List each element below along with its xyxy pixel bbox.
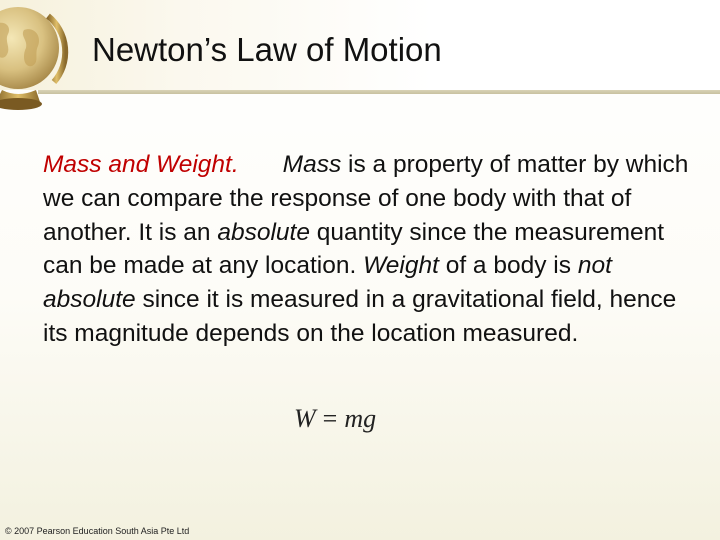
body-text-1: is a property of matter by which we can compare the response of one body with that of another. It is an	[43, 151, 689, 246]
equation-lhs: W	[294, 404, 316, 433]
body-text-2: quantity since the measurement can be made at any location.	[43, 218, 665, 280]
globe-icon	[0, 0, 70, 118]
body-text-4: since it is measured in a gravitational field, hence its magnitude depends on the location measured.	[43, 286, 677, 347]
term-weight: Weight	[363, 252, 439, 280]
equation-rhs: mg	[344, 404, 377, 433]
slide-title: Newton’s Law of Motion	[92, 31, 442, 68]
equation	[294, 404, 376, 434]
term-not-absolute: not absolute	[43, 252, 612, 314]
body-text-3: of a body is	[438, 252, 578, 280]
term-mass: Mass	[282, 151, 342, 178]
term-absolute: absolute	[217, 218, 310, 246]
equation-operator: =	[322, 404, 338, 433]
title-underline	[38, 90, 720, 94]
copyright-footer: © 2007 Pearson Education South Asia Pte Ltd	[5, 526, 190, 536]
section-heading: Mass and Weight.	[43, 151, 239, 178]
body-paragraph	[43, 148, 703, 351]
